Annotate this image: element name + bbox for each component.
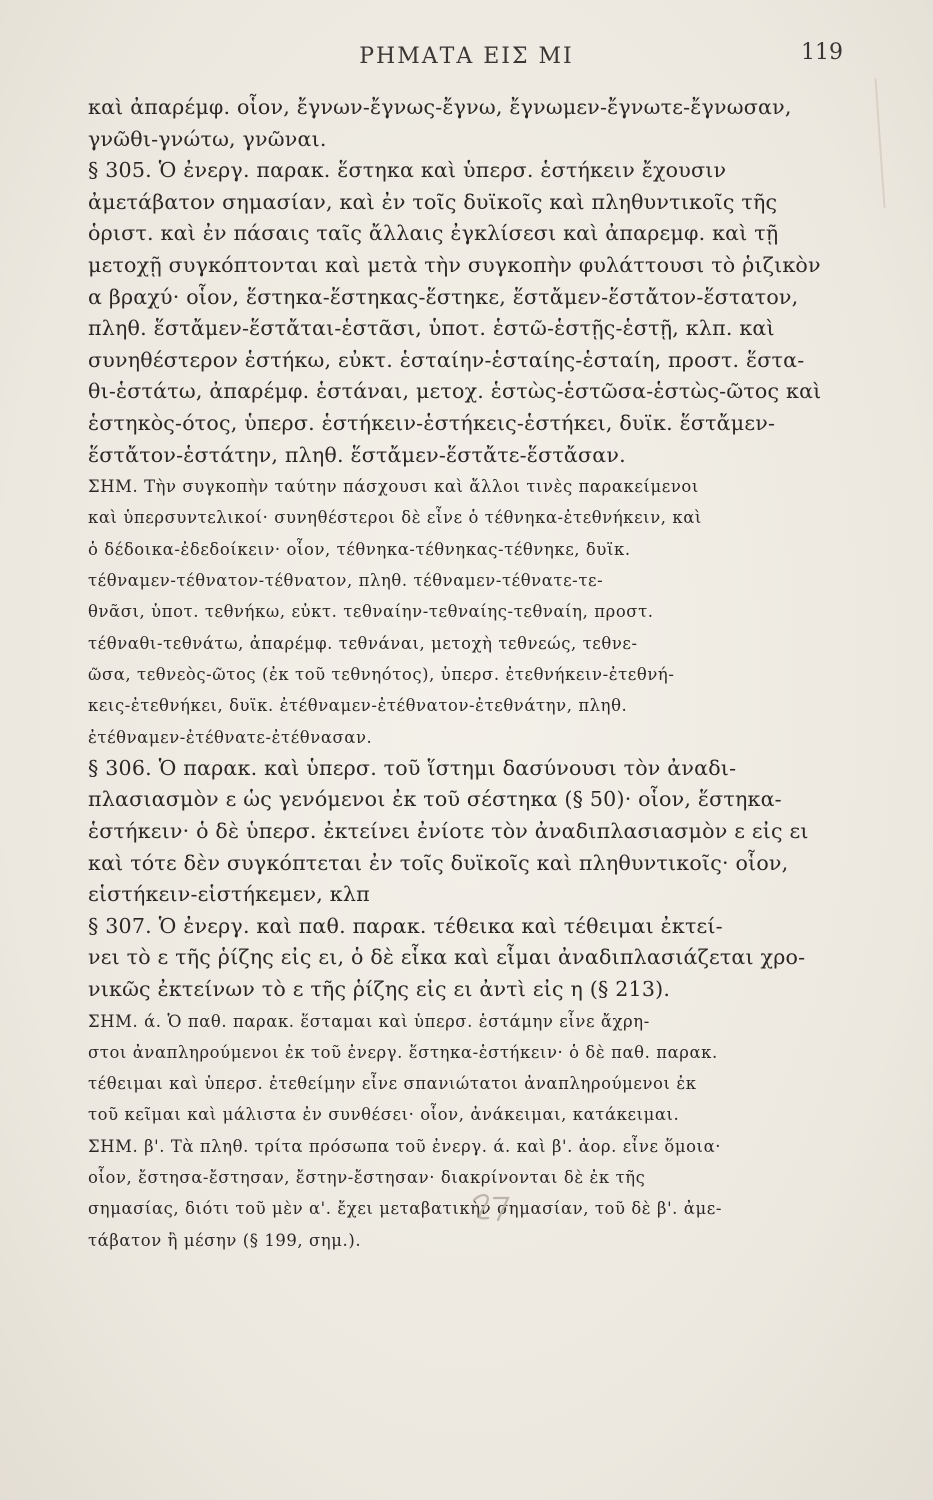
- text-line: ἑστηκὸς-ότος, ὑπερσ. ἑστήκειν-ἑστήκεις-ἑστήκει, δυϊκ. ἕστἄμεν-: [88, 410, 776, 435]
- text-line: ἀμετάβατον σημασίαν, καὶ ἐν τοῖς δυϊκοῖς καὶ πληθυντικοῖς τῆς: [88, 189, 778, 214]
- text-line: § 306. Ὁ παρακ. καὶ ὑπερσ. τοῦ ἵστημι δασύνουσι τὸν ἀναδι-: [88, 755, 737, 780]
- text-line: θι-ἑστάτω, ἀπαρέμφ. ἑστάναι, μετοχ. ἑστὼς-ἑστῶσα-ἑστὼς-ῶτος καὶ: [88, 379, 822, 404]
- page-edge-stain: [874, 78, 885, 208]
- note-line: καὶ ὑπερσυντελικοί· συνηθέστεροι δὲ εἶνε ὁ τέθνηκα-ἐτεθνήκειν, καὶ: [88, 508, 702, 528]
- section-307: [88, 911, 858, 1006]
- text-line: πληθ. ἕστἄμεν-ἕστἄται-ἑστᾶσι, ὑποτ. ἑστῶ-ἑστῇς-ἑστῇ, κλπ. καὶ: [88, 316, 775, 341]
- note-line: τοῦ κεῖμαι καὶ μάλιστα ἐν συνθέσει· οἷον, ἀνάκειμαι, κατάκειμαι.: [88, 1105, 680, 1125]
- text-line: § 307. Ὁ ἐνεργ. καὶ παθ. παρακ. τέθεικα καὶ τέθειμαι ἐκτεί-: [88, 913, 723, 938]
- page-number: 119: [801, 40, 843, 65]
- text-line: καὶ τότε δὲν συγκόπτεται ἐν τοῖς δυϊκοῖς καὶ πληθυντικοῖς· οἷον,: [88, 850, 789, 875]
- text-line: εἱστήκειν-εἱστήκεμεν, κλπ: [88, 882, 370, 907]
- note-line: σημασίας, διότι τοῦ μὲν α'. ἔχει μεταβατικὴν σημασίαν, τοῦ δὲ β'. ἀμε-: [88, 1199, 722, 1219]
- page-header: [0, 40, 933, 84]
- paragraph-continuation: [88, 92, 858, 155]
- page-body: [88, 92, 858, 1256]
- note-line: ῶσα, τεθνεὸς-ῶτος (ἐκ τοῦ τεθνηότος), ὑπερσ. ἐτεθνήκειν-ἐτεθνή-: [88, 664, 675, 684]
- note-line: κεις-ἐτεθνήκει, δυϊκ. ἐτέθναμεν-ἐτέθνατον-ἐτεθνάτην, πληθ.: [88, 696, 628, 716]
- note-line: τέθναμεν-τέθνατον-τέθνατον, πληθ. τέθναμεν-τέθνατε-τε-: [88, 571, 604, 591]
- text-line: § 305. Ὁ ἐνεργ. παρακ. ἕστηκα καὶ ὑπερσ. ἑστήκειν ἔχουσιν: [88, 158, 727, 183]
- note-line: ὁ δέδοικα-ἐδεδοίκειν· οἷον, τέθνηκα-τέθνηκας-τέθνηκε, δυϊκ.: [88, 539, 631, 559]
- text-line: νικῶς ἐκτείνων τὸ ε τῆς ῥίζης εἰς ει ἀντὶ εἰς η (§ 213).: [88, 976, 671, 1001]
- text-line: α βραχύ· οἷον, ἕστηκα-ἕστηκας-ἕστηκε, ἕστἄμεν-ἕστἄτον-ἕστατον,: [88, 284, 799, 309]
- handwritten-mark: [468, 1190, 514, 1226]
- running-head: ΡΗΜΑΤΑ ΕΙΣ ΜΙ: [359, 44, 574, 69]
- text-line: μετοχῇ συγκόπτονται καὶ μετὰ τὴν συγκοπὴν φυλάττουσι τὸ ῥιζικὸν: [88, 252, 821, 277]
- note-line: τάβατον ἢ μέσην (§ 199, σημ.).: [88, 1230, 362, 1250]
- text-line: συνηθέστερον ἑστήκω, εὐκτ. ἑσταίην-ἑσταίης-ἑσταίη, προστ. ἕστα-: [88, 347, 805, 372]
- note-line: οἷον, ἔστησα-ἔστησαν, ἔστην-ἔστησαν· διακρίνονται δὲ ἐκ τῆς: [88, 1168, 646, 1188]
- note-line: ΣΗΜ. Τὴν συγκοπὴν ταύτην πάσχουσι καὶ ἄλλοι τινὲς παρακείμενοι: [88, 477, 699, 497]
- section-305: [88, 155, 858, 471]
- note-307-a: [88, 1006, 858, 1131]
- note-line: ΣΗΜ. ά. Ὁ παθ. παρακ. ἕσταμαι καὶ ὑπερσ. ἑστάμην εἶνε ἄχρη-: [88, 1011, 650, 1031]
- text-line: καὶ ἀπαρέμφ. οἷον, ἔγνων-ἔγνως-ἔγνω, ἔγνωμεν-ἔγνωτε-ἔγνωσαν,: [88, 95, 792, 119]
- note-line: θνᾶσι, ὑποτ. τεθνήκω, εὐκτ. τεθναίην-τεθναίης-τεθναίη, προστ.: [88, 602, 654, 622]
- note-line: ἐτέθναμεν-ἐτέθνατε-ἐτέθνασαν.: [88, 727, 373, 747]
- section-306: [88, 753, 858, 911]
- text-line: ἑστήκειν· ὁ δὲ ὑπερσ. ἐκτείνει ἐνίοτε τὸν ἀναδιπλασιασμὸν ε εἰς ει: [88, 818, 809, 843]
- text-line: γνῶθι-γνώτω, γνῶναι.: [88, 126, 327, 151]
- text-line: πλασιασμὸν ε ὡς γενόμενοι ἐκ τοῦ σέστηκα (§ 50)· οἷον, ἕστηκα-: [88, 787, 782, 812]
- note-305: [88, 471, 858, 753]
- text-line: ἕστἄτον-ἑστάτην, πληθ. ἕστἄμεν-ἕστἄτε-ἕστἄσαν.: [88, 442, 626, 467]
- note-line: ΣΗΜ. β'. Τὰ πληθ. τρίτα πρόσωπα τοῦ ἐνεργ. ά. καὶ β'. ἀορ. εἶνε ὅμοια·: [88, 1136, 722, 1156]
- note-line: τέθναθι-τεθνάτω, ἀπαρέμφ. τεθνάναι, μετοχὴ τεθνεώς, τεθνε-: [88, 633, 638, 653]
- note-line: στοι ἀναπληρούμενοι ἐκ τοῦ ἐνεργ. ἕστηκα-ἑστήκειν· ὁ δὲ παθ. παρακ.: [88, 1042, 718, 1062]
- note-line: τέθειμαι καὶ ὑπερσ. ἐτεθείμην εἶνε σπανιώτατοι ἀναπληρούμενοι ἐκ: [88, 1074, 697, 1094]
- text-line: νει τὸ ε τῆς ῥίζης εἰς ει, ὁ δὲ εἷκα καὶ εἷμαι ἀναδιπλασιάζεται χρο-: [88, 945, 806, 970]
- text-line: ὁριστ. καὶ ἐν πάσαις ταῖς ἄλλαις ἐγκλίσεσι καὶ ἀπαρεμφ. καὶ τῇ: [88, 221, 779, 246]
